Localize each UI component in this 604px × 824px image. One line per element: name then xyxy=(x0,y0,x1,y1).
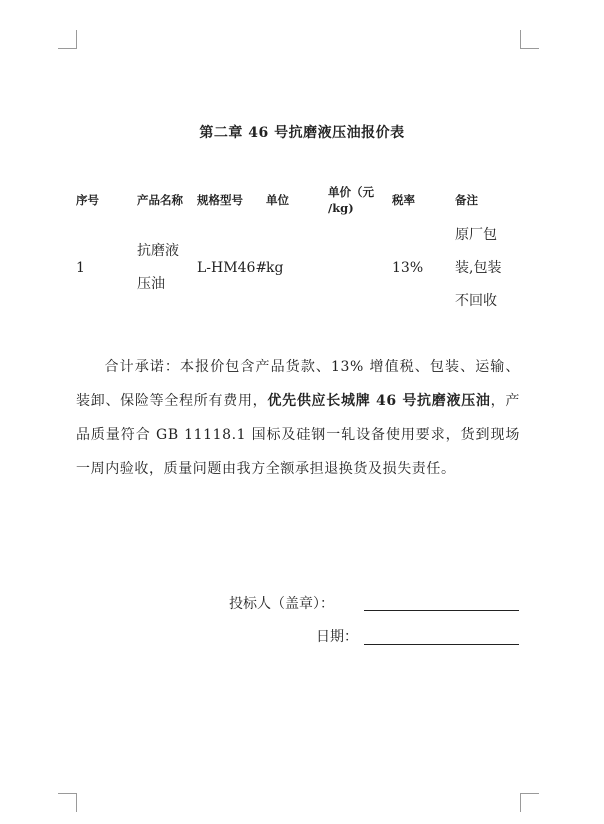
header-spec: 规格型号 xyxy=(197,193,243,207)
cell-product-name-line2: 压油 xyxy=(137,276,165,292)
date-signature-line[interactable] xyxy=(364,644,519,645)
corner-mark-bottom-right xyxy=(520,793,539,812)
header-price xyxy=(328,184,374,216)
corner-mark-top-right xyxy=(520,30,539,49)
header-tax-rate: 税率 xyxy=(392,193,415,207)
header-seq: 序号 xyxy=(76,193,99,207)
cell-product-name-line1: 抗磨液 xyxy=(137,243,179,259)
header-unit: 单位 xyxy=(266,193,289,207)
corner-mark-bottom-left xyxy=(58,793,77,812)
cell-unit: kg xyxy=(266,260,284,276)
cell-remark-line3: 不回收 xyxy=(455,293,497,309)
cell-remark xyxy=(455,219,501,318)
cell-product-name xyxy=(137,235,179,301)
header-remark: 备注 xyxy=(455,193,478,207)
cell-spec: L-HM46# xyxy=(197,260,268,276)
header-product-name: 产品名称 xyxy=(137,193,183,207)
bidder-label: 投标人（盖章）： xyxy=(229,596,334,612)
corner-mark-top-left xyxy=(58,30,77,49)
bidder-signature-line[interactable] xyxy=(364,610,519,611)
commitment-text-part1: 合计承诺：本报价包含产品货款、13% 增值税、包装、运输、装卸、保险等全程所有费用， xyxy=(76,359,520,409)
cell-remark-line1: 原厂包 xyxy=(455,227,497,243)
commitment-text-part2: ，产品质量符合 GB 11118.1 国标及硅钢一轧设备使用要求，货到现场一周内验收，质量问题由我方全额承担退换货及损失责任。 xyxy=(76,393,520,477)
cell-remark-line2: 装,包装 xyxy=(455,260,502,276)
header-price-line1: 单价（元 xyxy=(328,185,374,199)
commitment-paragraph xyxy=(76,350,520,486)
page-title: 第二章 46 号抗磨液压油报价表 xyxy=(199,125,405,141)
cell-tax-rate: 13% xyxy=(392,260,424,276)
date-label: 日期： xyxy=(316,629,358,645)
commitment-text-bold: 优先供应长城牌 46 号抗磨液压油 xyxy=(267,393,491,409)
header-price-line2: /kg) xyxy=(328,201,354,215)
cell-seq: 1 xyxy=(76,260,85,276)
